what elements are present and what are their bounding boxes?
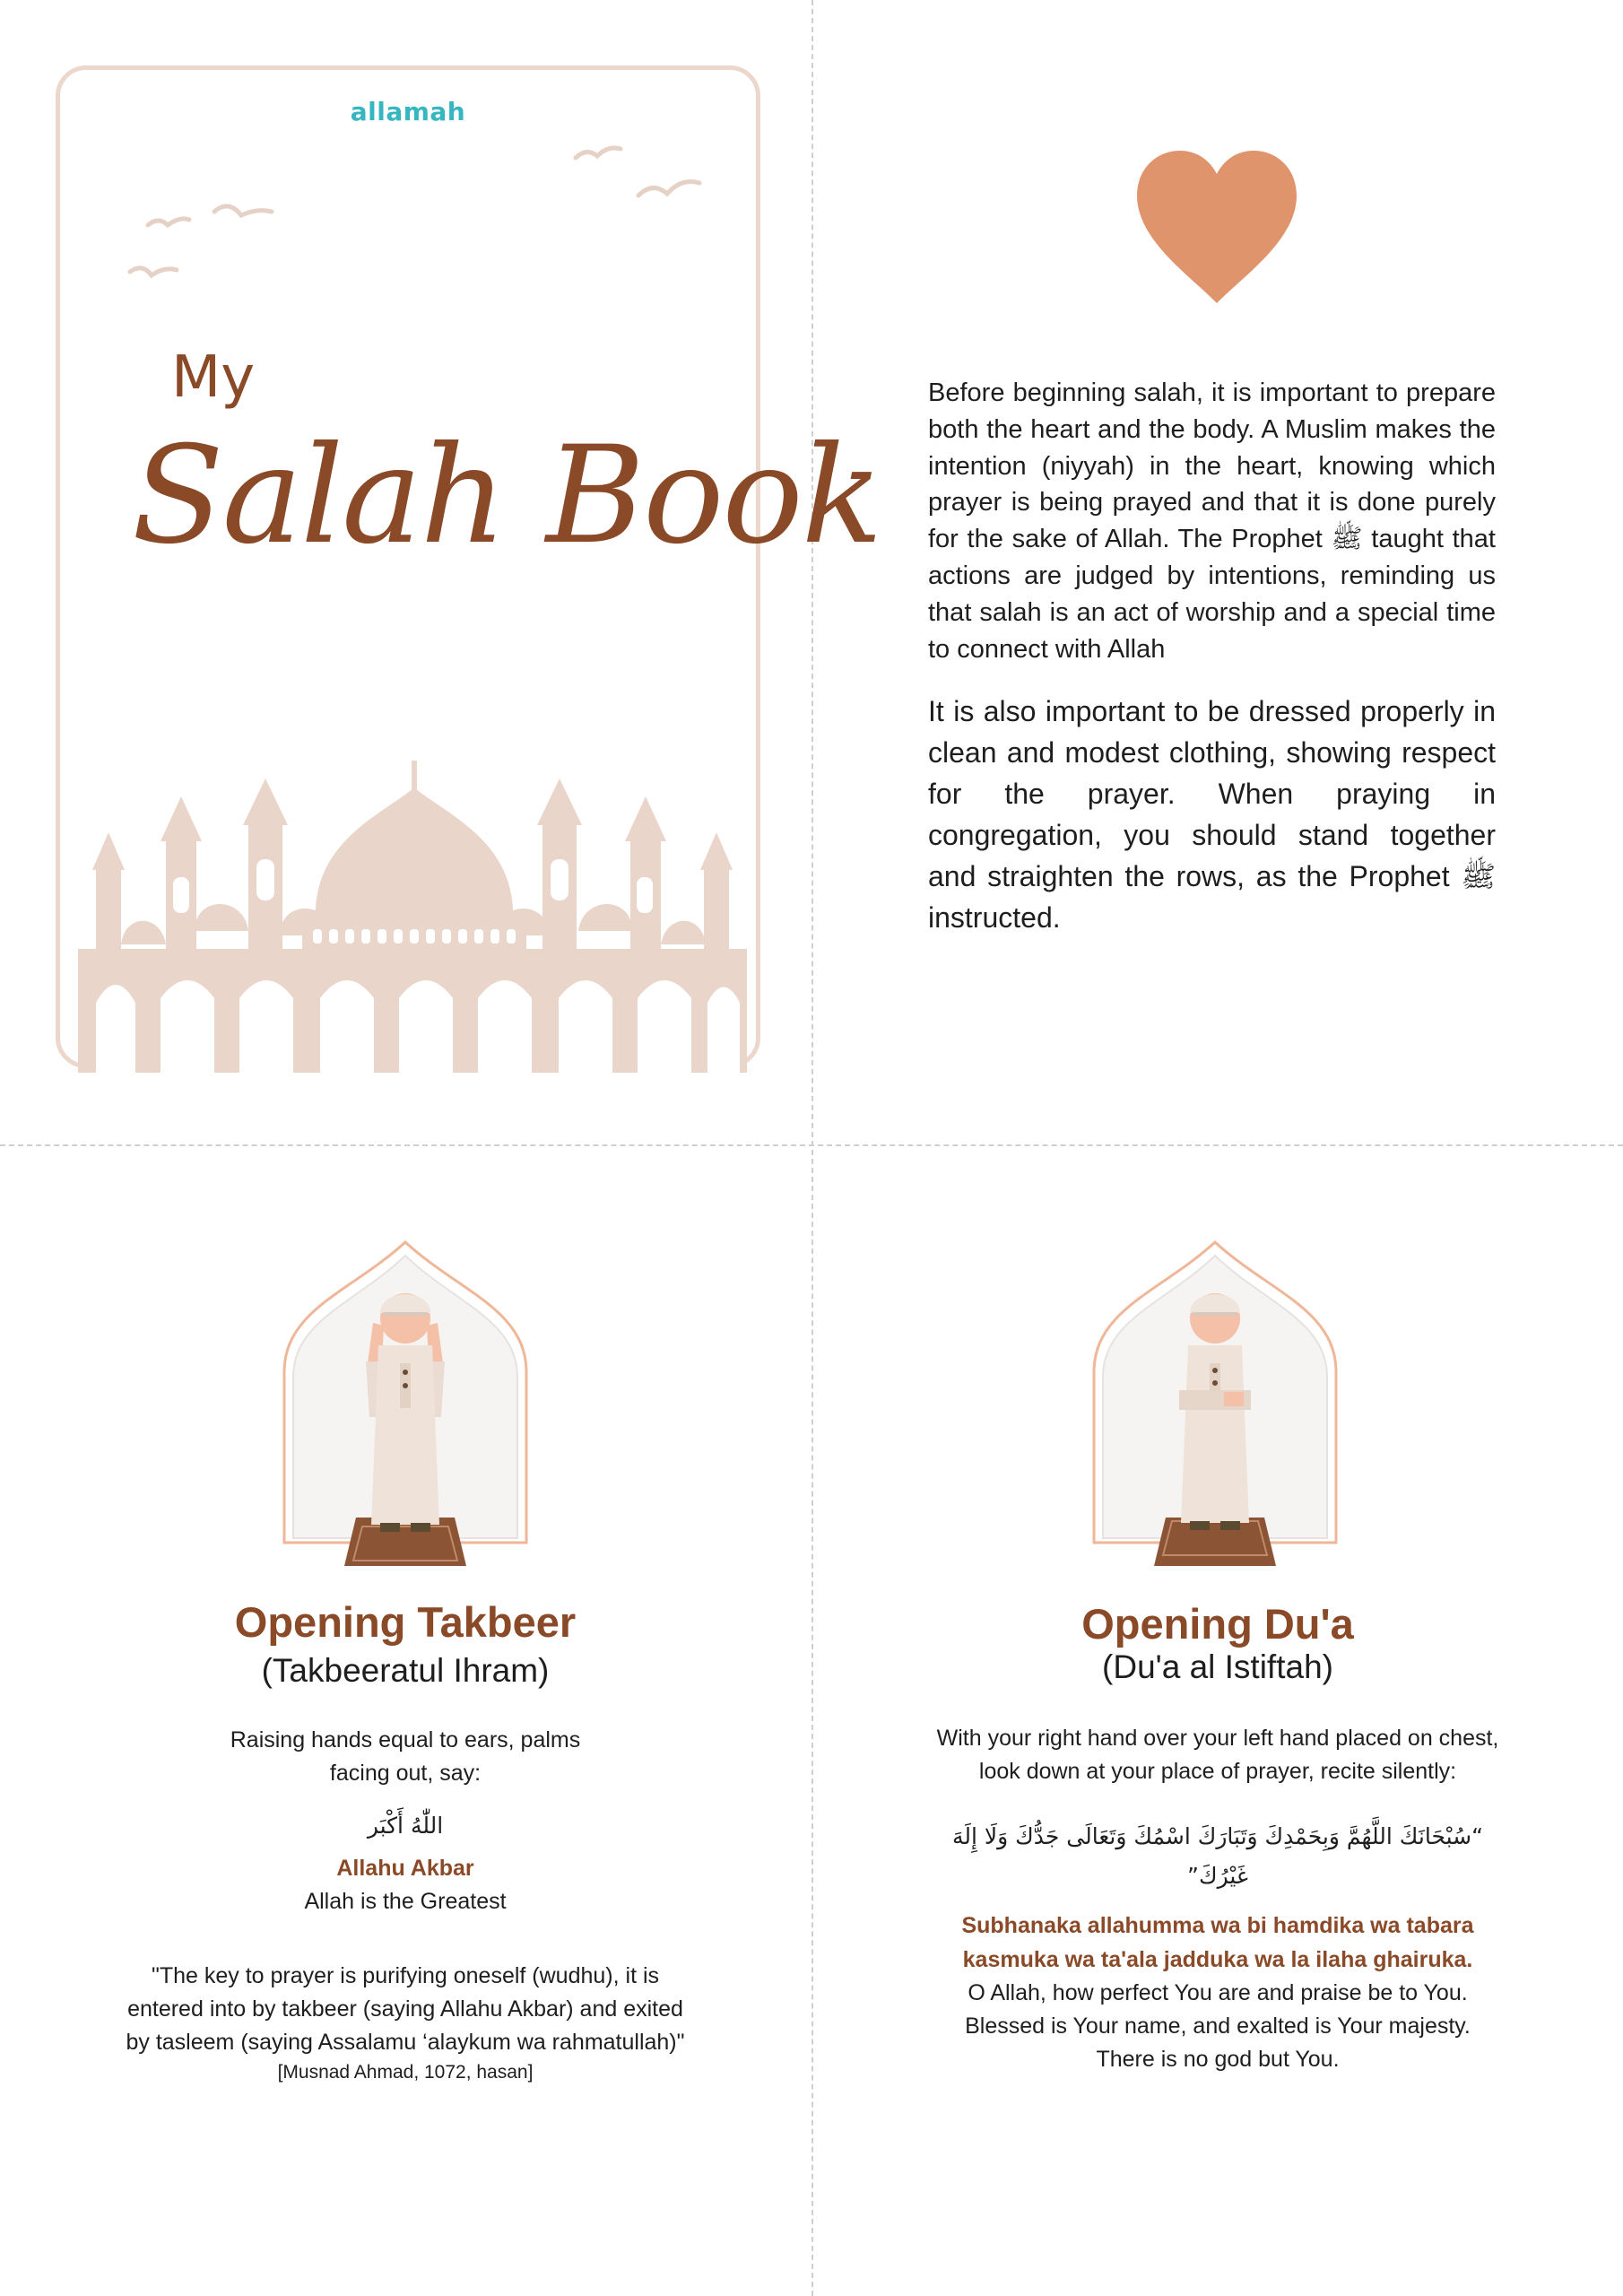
step-title: Opening Du'a — [1081, 1600, 1354, 1648]
step-meaning: O Allah, how perfect You are and praise be to You. Blessed is Your name, and exalted is Your majesty. There is no god but You. — [965, 1980, 1471, 2073]
horizontal-fold-line — [0, 1144, 1623, 1146]
heart-icon — [1137, 151, 1297, 305]
step-meaning: Allah is the Greatest — [304, 1889, 507, 1915]
step-opening-dua — [895, 1600, 1541, 2076]
vertical-fold-line — [812, 0, 813, 2296]
opening-dua-illustration — [1089, 1238, 1341, 1570]
cover-title-my: My — [171, 344, 256, 411]
cover-title-main: Salah Book — [132, 418, 881, 574]
intro-paragraph-2: It is also important to be dressed properly in clean and modest clothing, showing respect for the prayer. When praying in congregation, you should stand together and straighten the rows, as the Prophet ﷺ instructed. — [928, 695, 1496, 935]
step-transliteration: Subhanaka allahumma wa bi hamdika wa tabara kasmuka wa ta'ala jadduka wa la ilaha ghairuka. — [961, 1913, 1474, 1973]
intro-text — [928, 375, 1496, 938]
bird-icon — [638, 182, 699, 196]
step-arabic: “سُبْحَانَكَ اللَّهُمَّ وَبِحَمْدِكَ وَتَبَارَكَ اسْمُكَ وَتَعَالَى جَدُّكَ وَلَا إِلَهَ غَيْرُكَ” — [951, 1823, 1484, 1890]
step-arabic: اللّٰهُ أَكْبَر — [367, 1813, 444, 1839]
cover-page — [56, 65, 881, 1068]
step-opening-takbeer — [82, 1598, 728, 2086]
step-instruction: With your right hand over your left hand placed on chest, look down at your place of prayer, recite silently: — [936, 1726, 1499, 1785]
bird-icon — [576, 148, 621, 158]
takbeer-illustration — [280, 1238, 531, 1570]
step-title: Opening Takbeer — [234, 1598, 577, 1646]
bird-icon — [214, 206, 272, 215]
intro-paragraph-1: Before beginning salah, it is important to prepare both the heart and the body. A Muslim makes the intention (niyyah) in the heart, knowing which prayer is being prayed and that it is done purely for the sake of Allah. The Prophet ﷺ taught that actions are judged by intentions, reminding us that salah is an act of worship and a special time to connect with Allah — [928, 378, 1496, 664]
brand-logo: allamah — [350, 97, 466, 126]
step-reference: [Musnad Ahmad, 1072, hasan] — [277, 2062, 534, 2083]
step-subtitle: (Takbeeratul Ihram) — [261, 1652, 550, 1690]
step-transliteration: Allahu Akbar — [336, 1856, 474, 1882]
step-quote: "The key to prayer is purifying oneself (wudhu), it is entered into by takbeer (saying Allahu Akbar) and exited by tasleem (saying Assalamu ‘alaykum wa rahmatullah)" — [126, 1963, 685, 2056]
bird-icon — [130, 268, 177, 275]
step-subtitle: (Du'a al Istiftah) — [1102, 1648, 1333, 1686]
bird-icon — [148, 219, 189, 225]
step-instruction: Raising hands equal to ears, palms facing out, say: — [230, 1727, 581, 1787]
